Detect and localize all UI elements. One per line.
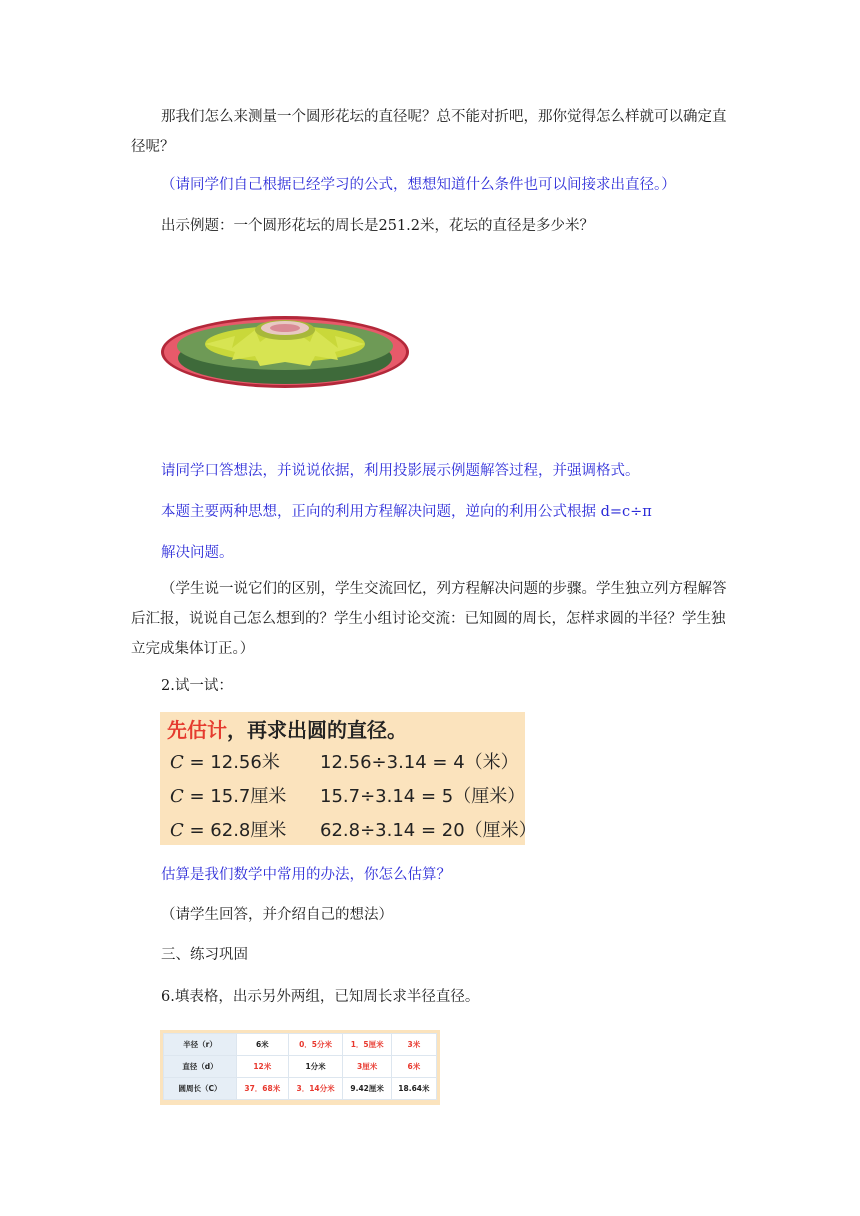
instruction-1: 请同学口答想法，并说说依据，利用投影展示例题解答过程，并强调格式。 [161, 463, 640, 479]
table-cell: 12米 [237, 1056, 289, 1078]
table-cell: 1．5厘米 [343, 1034, 391, 1056]
table-cell: 1分米 [288, 1056, 343, 1078]
table-row [164, 1034, 437, 1056]
example-problem: 出示例题：一个圆形花坛的周长是251.2米，花坛的直径是多少米？ [161, 218, 595, 234]
table-cell: 0．5分米 [288, 1034, 343, 1056]
circle-table-frame [160, 1030, 440, 1105]
try-heading: 2.试一试： [161, 678, 233, 694]
estimate-question: 估算是我们数学中常用的办法，你怎么估算？ [161, 867, 451, 883]
circumference-var: C [170, 786, 184, 807]
section-heading: 三、练习巩固 [161, 947, 248, 963]
circumference-value: = 15.7厘米 [183, 786, 287, 807]
diameter-calc: 62.8÷3.14 = 20（厘米） [320, 820, 537, 841]
table-instruction: 6.填表格，出示另外两组，已知周长求半径直径。 [161, 989, 480, 1005]
intro-paragraph: 那我们怎么来测量一个圆形花坛的直径呢？总不能对折吧，那你觉得怎么样就可以确定直径呢？ [131, 109, 727, 155]
student-activity: （学生说一说它们的区别，学生交流回忆，列方程解决问题的步骤。学生独立列方程解答后汇报，说说自己怎么想到的？学生小组讨论交流：已知圆的周长，怎样求圆的半径？学生独立完成集体订正。） [131, 581, 727, 657]
row-header: 半径（r） [164, 1034, 237, 1056]
circumference-var: C [170, 752, 184, 773]
estimate-title-rest: ，再求出圆的直径。 [227, 718, 407, 742]
estimate-box [160, 712, 537, 845]
table-cell: 6米 [237, 1034, 289, 1056]
circumference-value: = 12.56米 [183, 752, 280, 773]
prompt-note: （请同学们自己根据已经学习的公式，想想知道什么条件也可以间接求出直径。） [161, 177, 676, 193]
table-cell: 3米 [391, 1034, 436, 1056]
table-cell: 3．14分米 [288, 1078, 343, 1100]
table-cell: 3厘米 [343, 1056, 391, 1078]
answer-note: （请学生回答，并介绍自己的想法） [161, 907, 393, 923]
estimate-title-highlight: 先估计 [167, 718, 227, 742]
flower-bed-image [160, 300, 410, 400]
instruction-3: 解决问题。 [161, 545, 234, 561]
table-cell: 18.64米 [391, 1078, 436, 1100]
row-header: 直径（d） [164, 1056, 237, 1078]
table-cell: 6米 [391, 1056, 436, 1078]
table-cell: 37．68米 [237, 1078, 289, 1100]
circumference-value: = 62.8厘米 [183, 820, 287, 841]
diameter-calc: 15.7÷3.14 = 5（厘米） [320, 786, 526, 807]
instruction-2: 本题主要两种思想，正向的利用方程解决问题，逆向的利用公式根据 d=c÷π [161, 504, 652, 520]
table-row [164, 1056, 437, 1078]
table-row [164, 1078, 437, 1100]
circumference-var: C [170, 820, 184, 841]
diameter-calc: 12.56÷3.14 = 4（米） [320, 752, 519, 773]
table-cell: 9.42厘米 [343, 1078, 391, 1100]
row-header: 圆周长（C） [164, 1078, 237, 1100]
circle-table [163, 1033, 437, 1100]
estimate-title [167, 714, 407, 743]
